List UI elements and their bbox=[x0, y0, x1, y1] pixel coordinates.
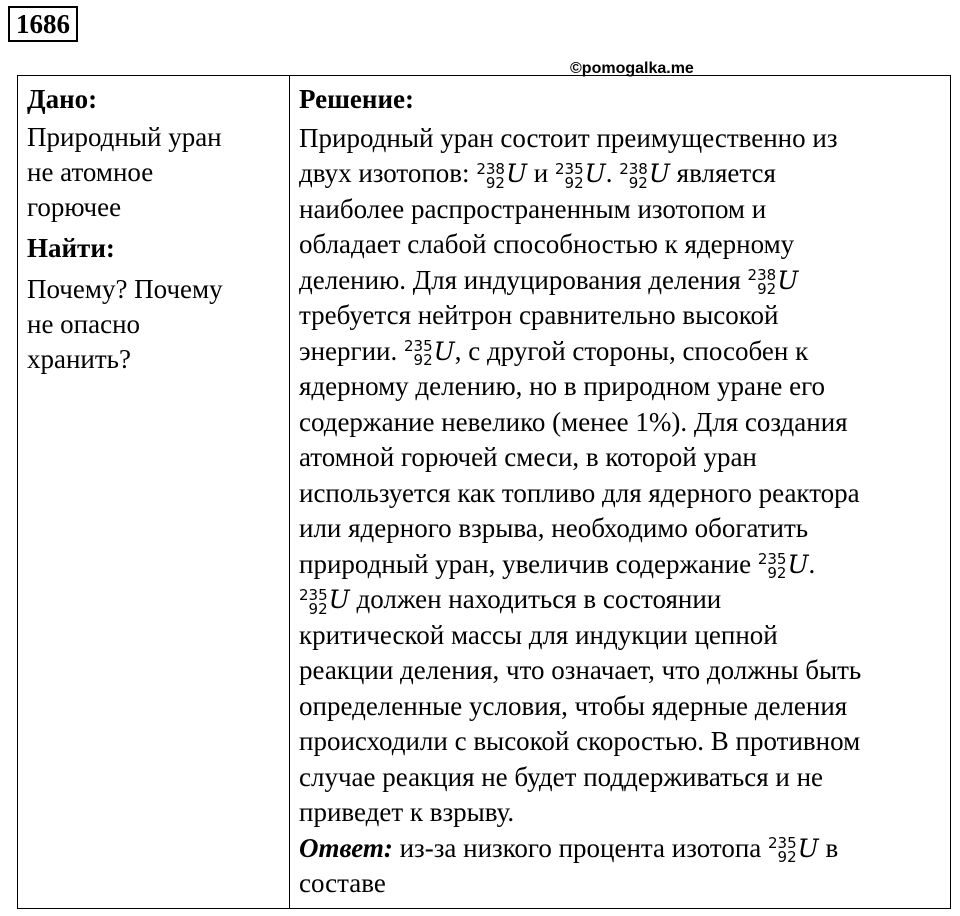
mass-number: 235 bbox=[768, 834, 797, 853]
isotope-u235 bbox=[404, 334, 455, 370]
find-line: хранить? bbox=[27, 344, 131, 374]
isotope-u235 bbox=[768, 831, 819, 867]
element-symbol: U bbox=[777, 265, 799, 295]
element-symbol: U bbox=[505, 159, 528, 188]
isotope-u238 bbox=[476, 156, 527, 192]
given-column bbox=[27, 82, 282, 377]
solution-line: содержание невелико (менее 1%). Для создания bbox=[299, 406, 848, 437]
given-heading: Дано: bbox=[27, 84, 98, 114]
find-line: не опасно bbox=[27, 309, 141, 339]
solution-line: случае реакция не будет поддерживаться и не bbox=[299, 761, 824, 792]
watermark: ©pomogalka.me bbox=[570, 60, 694, 77]
text-run: является bbox=[669, 158, 776, 188]
text-run: двух изотопов: bbox=[299, 158, 477, 188]
solution-line bbox=[299, 547, 945, 583]
atomic-number: 92 bbox=[564, 173, 584, 192]
element-symbol: U bbox=[328, 585, 350, 614]
solution-line: Природный уран состоит преимущественно из bbox=[299, 122, 838, 153]
solution-line: требуется нейтрон сравнительно высокой bbox=[299, 300, 779, 330]
mass-number: 235 bbox=[554, 159, 584, 178]
given-line: горючее bbox=[27, 192, 122, 222]
mass-number: 238 bbox=[619, 159, 648, 178]
text-run: энергии. bbox=[299, 335, 404, 366]
atomic-number: 92 bbox=[777, 848, 797, 867]
mass-number: 235 bbox=[757, 550, 787, 569]
given-line: Природный уран bbox=[27, 122, 222, 152]
solution-line: реакции деления, что означает, что должны быть bbox=[299, 655, 862, 685]
solution-column bbox=[299, 82, 945, 902]
isotope-u235 bbox=[555, 156, 606, 192]
element-symbol: U bbox=[433, 336, 455, 366]
mass-number: 238 bbox=[476, 159, 505, 178]
solution-line: или ядерного взрыва, необходимо обогатить bbox=[299, 513, 809, 543]
atomic-number: 92 bbox=[485, 173, 505, 192]
text-run: делению. Для индуцирования деления bbox=[299, 264, 748, 295]
isotope-numbers bbox=[299, 585, 328, 618]
element-symbol: U bbox=[648, 159, 670, 188]
text-run: . bbox=[605, 158, 620, 188]
isotope-numbers bbox=[747, 266, 777, 299]
solution-line bbox=[299, 263, 945, 299]
find-heading: Найти: bbox=[27, 233, 115, 263]
text-run: природный уран, увеличив содержание bbox=[299, 548, 758, 579]
isotope-numbers bbox=[757, 550, 787, 583]
solution-line: ядерному делению, но в природном уране его bbox=[299, 371, 826, 401]
find-line: Почему? Почему bbox=[27, 274, 223, 304]
atomic-number: 92 bbox=[767, 564, 787, 583]
atomic-number: 92 bbox=[413, 351, 433, 370]
isotope-u235 bbox=[758, 547, 809, 583]
text-run: должен находиться в состоянии bbox=[349, 584, 722, 614]
solution-line: критической массы для индукции цепной bbox=[299, 619, 778, 650]
solution-line: атомной горючей смеси, в которой уран bbox=[299, 442, 757, 472]
text-run: и bbox=[527, 158, 555, 188]
isotope-u238 bbox=[748, 263, 799, 299]
answer-label: Ответ: bbox=[299, 832, 393, 863]
answer-line: составе bbox=[299, 868, 386, 898]
text-run: в bbox=[818, 832, 839, 863]
column-divider bbox=[289, 76, 290, 908]
solution-line: наиболее распространенным изотопом и bbox=[299, 193, 767, 224]
element-symbol: U bbox=[584, 159, 606, 188]
mass-number: 235 bbox=[299, 585, 328, 604]
mass-number: 238 bbox=[747, 266, 777, 285]
answer-line bbox=[299, 831, 945, 867]
isotope-numbers bbox=[404, 337, 433, 370]
text-run: из-за низкого процента изотопа bbox=[392, 832, 768, 863]
solution-line: обладает слабой способностью к ядерному bbox=[299, 229, 795, 259]
atomic-number: 92 bbox=[628, 173, 648, 192]
element-symbol: U bbox=[787, 549, 809, 579]
isotope-numbers bbox=[619, 159, 648, 192]
isotope-numbers bbox=[554, 159, 584, 192]
problem-number: 1686 bbox=[8, 6, 78, 42]
solution-line bbox=[299, 156, 945, 192]
task-table bbox=[17, 75, 951, 909]
isotope-u235 bbox=[299, 582, 350, 618]
solution-line bbox=[299, 334, 945, 370]
find-text bbox=[27, 272, 282, 377]
given-line: не атомное bbox=[27, 157, 154, 187]
solution-line: происходили с высокой скоростью. В противном bbox=[299, 726, 861, 756]
isotope-u238 bbox=[619, 156, 670, 192]
solution-heading: Решение: bbox=[299, 84, 414, 114]
solution-line bbox=[299, 582, 945, 618]
mass-number: 235 bbox=[404, 337, 433, 356]
text-run: . bbox=[808, 548, 816, 579]
solution-line: используется как топливо для ядерного реактора bbox=[299, 477, 860, 508]
element-symbol: U bbox=[797, 833, 819, 863]
isotope-numbers bbox=[476, 159, 505, 192]
isotope-numbers bbox=[768, 834, 797, 867]
atomic-number: 92 bbox=[308, 599, 328, 618]
atomic-number: 92 bbox=[757, 280, 777, 299]
solution-line: определенные условия, чтобы ядерные деления bbox=[299, 690, 848, 721]
solution-line: приведет к взрыву. bbox=[299, 797, 515, 827]
given-text bbox=[27, 120, 282, 225]
text-run: , с другой стороны, способен к bbox=[454, 335, 809, 366]
